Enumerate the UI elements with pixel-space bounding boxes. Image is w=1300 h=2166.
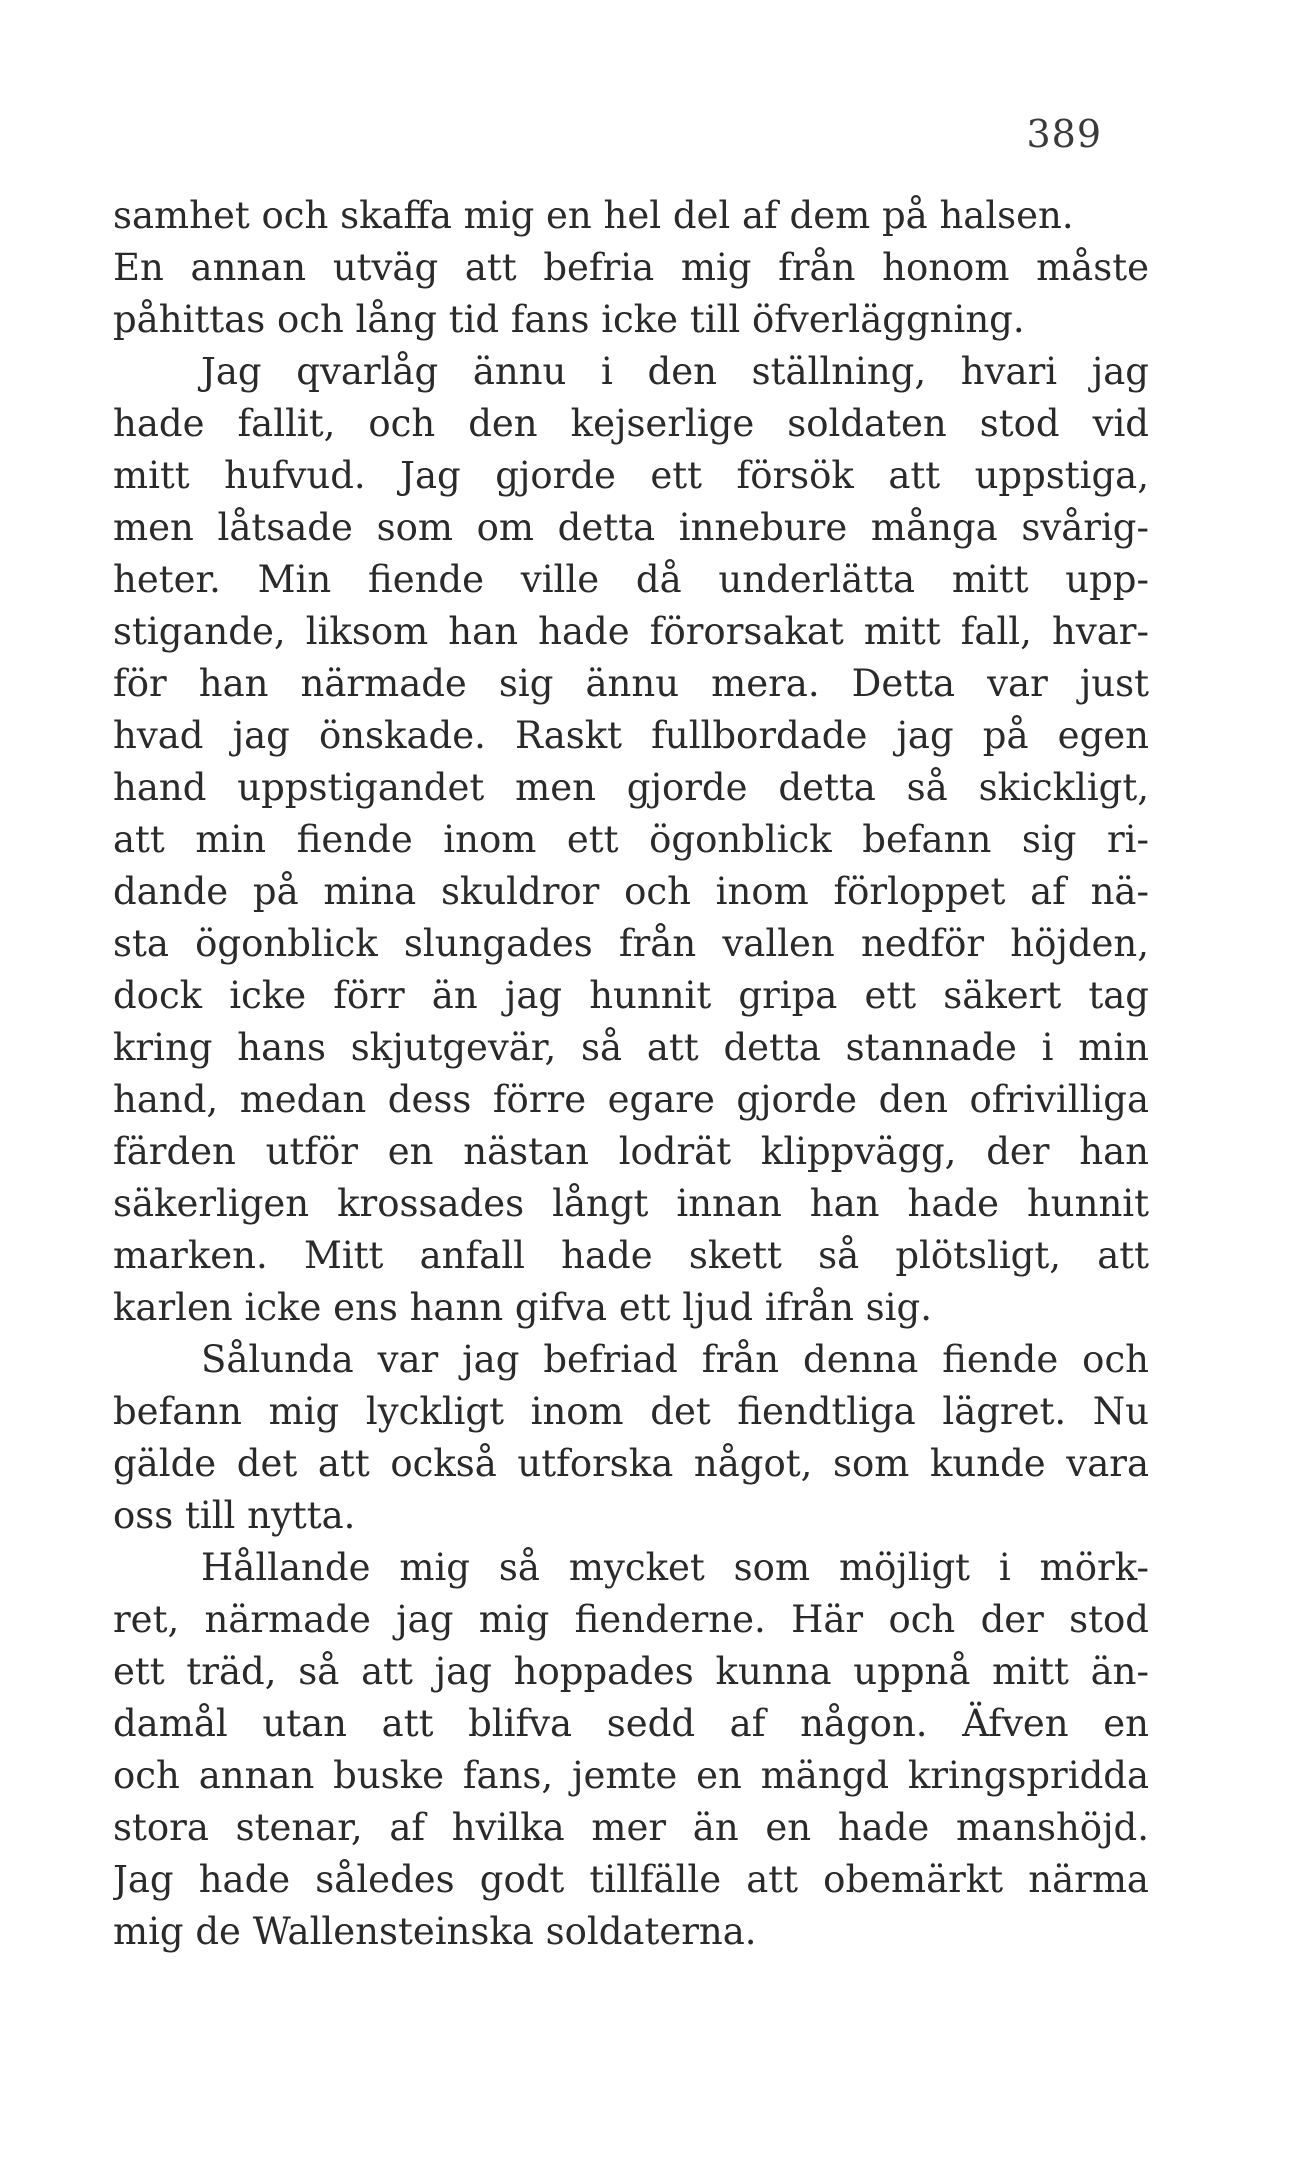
text-line: gälde det att också utforska något, som kunde vara xyxy=(113,1442,1149,1485)
text-line: Hållande mig så mycket som möjligt i mörk- xyxy=(201,1546,1149,1589)
text-line: mig de Wallensteinska soldaterna. xyxy=(113,1910,757,1953)
text-line: kring hans skjutgevär, så att detta stannade i min xyxy=(113,1026,1149,1069)
text-line: stigande, liksom han hade förorsakat mitt fall, hvar- xyxy=(113,610,1149,653)
text-line: men låtsade som om detta innebure många svårig- xyxy=(113,506,1149,549)
text-line: Jag qvarlåg ännu i den ställning, hvari jag xyxy=(201,350,1149,393)
body-text xyxy=(113,190,1149,1958)
text-line: karlen icke ens hann gifva ett ljud ifrån sig. xyxy=(113,1286,932,1329)
text-line: marken. Mitt anfall hade skett så plötsligt, att xyxy=(113,1234,1149,1277)
text-line: En annan utväg att befria mig från honom måste xyxy=(113,246,1149,289)
text-line: befann mig lyckligt inom det fiendtliga lägret. Nu xyxy=(113,1390,1149,1433)
text-line: dande på mina skuldror och inom förloppet af nä- xyxy=(113,870,1149,913)
text-line: ret, närmade jag mig fienderne. Här och der stod xyxy=(113,1598,1149,1641)
text-line: mitt hufvud. Jag gjorde ett försök att uppstiga, xyxy=(113,454,1149,497)
text-line: damål utan att blifva sedd af någon. Äfven en xyxy=(113,1702,1149,1745)
text-line: hvad jag önskade. Raskt fullbordade jag på egen xyxy=(113,714,1149,757)
text-line: att min fiende inom ett ögonblick befann sig ri- xyxy=(113,818,1149,861)
text-line: och annan buske fans, jemte en mängd kringspridda xyxy=(113,1754,1149,1797)
text-line: för han närmade sig ännu mera. Detta var just xyxy=(113,662,1149,705)
text-line: färden utför en nästan lodrät klippvägg, der han xyxy=(113,1130,1149,1173)
text-line: stora stenar, af hvilka mer än en hade manshöjd. xyxy=(113,1806,1149,1849)
page-number: 389 xyxy=(1026,112,1102,156)
text-line: oss till nytta. xyxy=(113,1494,356,1537)
text-line: heter. Min fiende ville då underlätta mitt upp- xyxy=(113,558,1149,601)
text-line: Jag hade således godt tillfälle att obemärkt närma xyxy=(113,1858,1149,1901)
text-line: säkerligen krossades långt innan han hade hunnit xyxy=(113,1182,1149,1225)
text-line: påhittas och lång tid fans icke till öfverläggning. xyxy=(113,298,1025,341)
text-line: hade fallit, och den kejserlige soldaten stod vid xyxy=(113,402,1149,445)
text-line: sta ögonblick slungades från vallen nedför höjden, xyxy=(113,922,1149,965)
text-line: hand uppstigandet men gjorde detta så skickligt, xyxy=(113,766,1149,809)
text-line: hand, medan dess förre egare gjorde den ofrivilliga xyxy=(113,1078,1149,1121)
text-line: ett träd, så att jag hoppades kunna uppnå mitt än- xyxy=(113,1650,1149,1693)
text-line: dock icke förr än jag hunnit gripa ett säkert tag xyxy=(113,974,1149,1017)
text-line: Sålunda var jag befriad från denna fiende och xyxy=(201,1338,1149,1381)
text-line: samhet och skaffa mig en hel del af dem på halsen. xyxy=(113,194,1074,237)
